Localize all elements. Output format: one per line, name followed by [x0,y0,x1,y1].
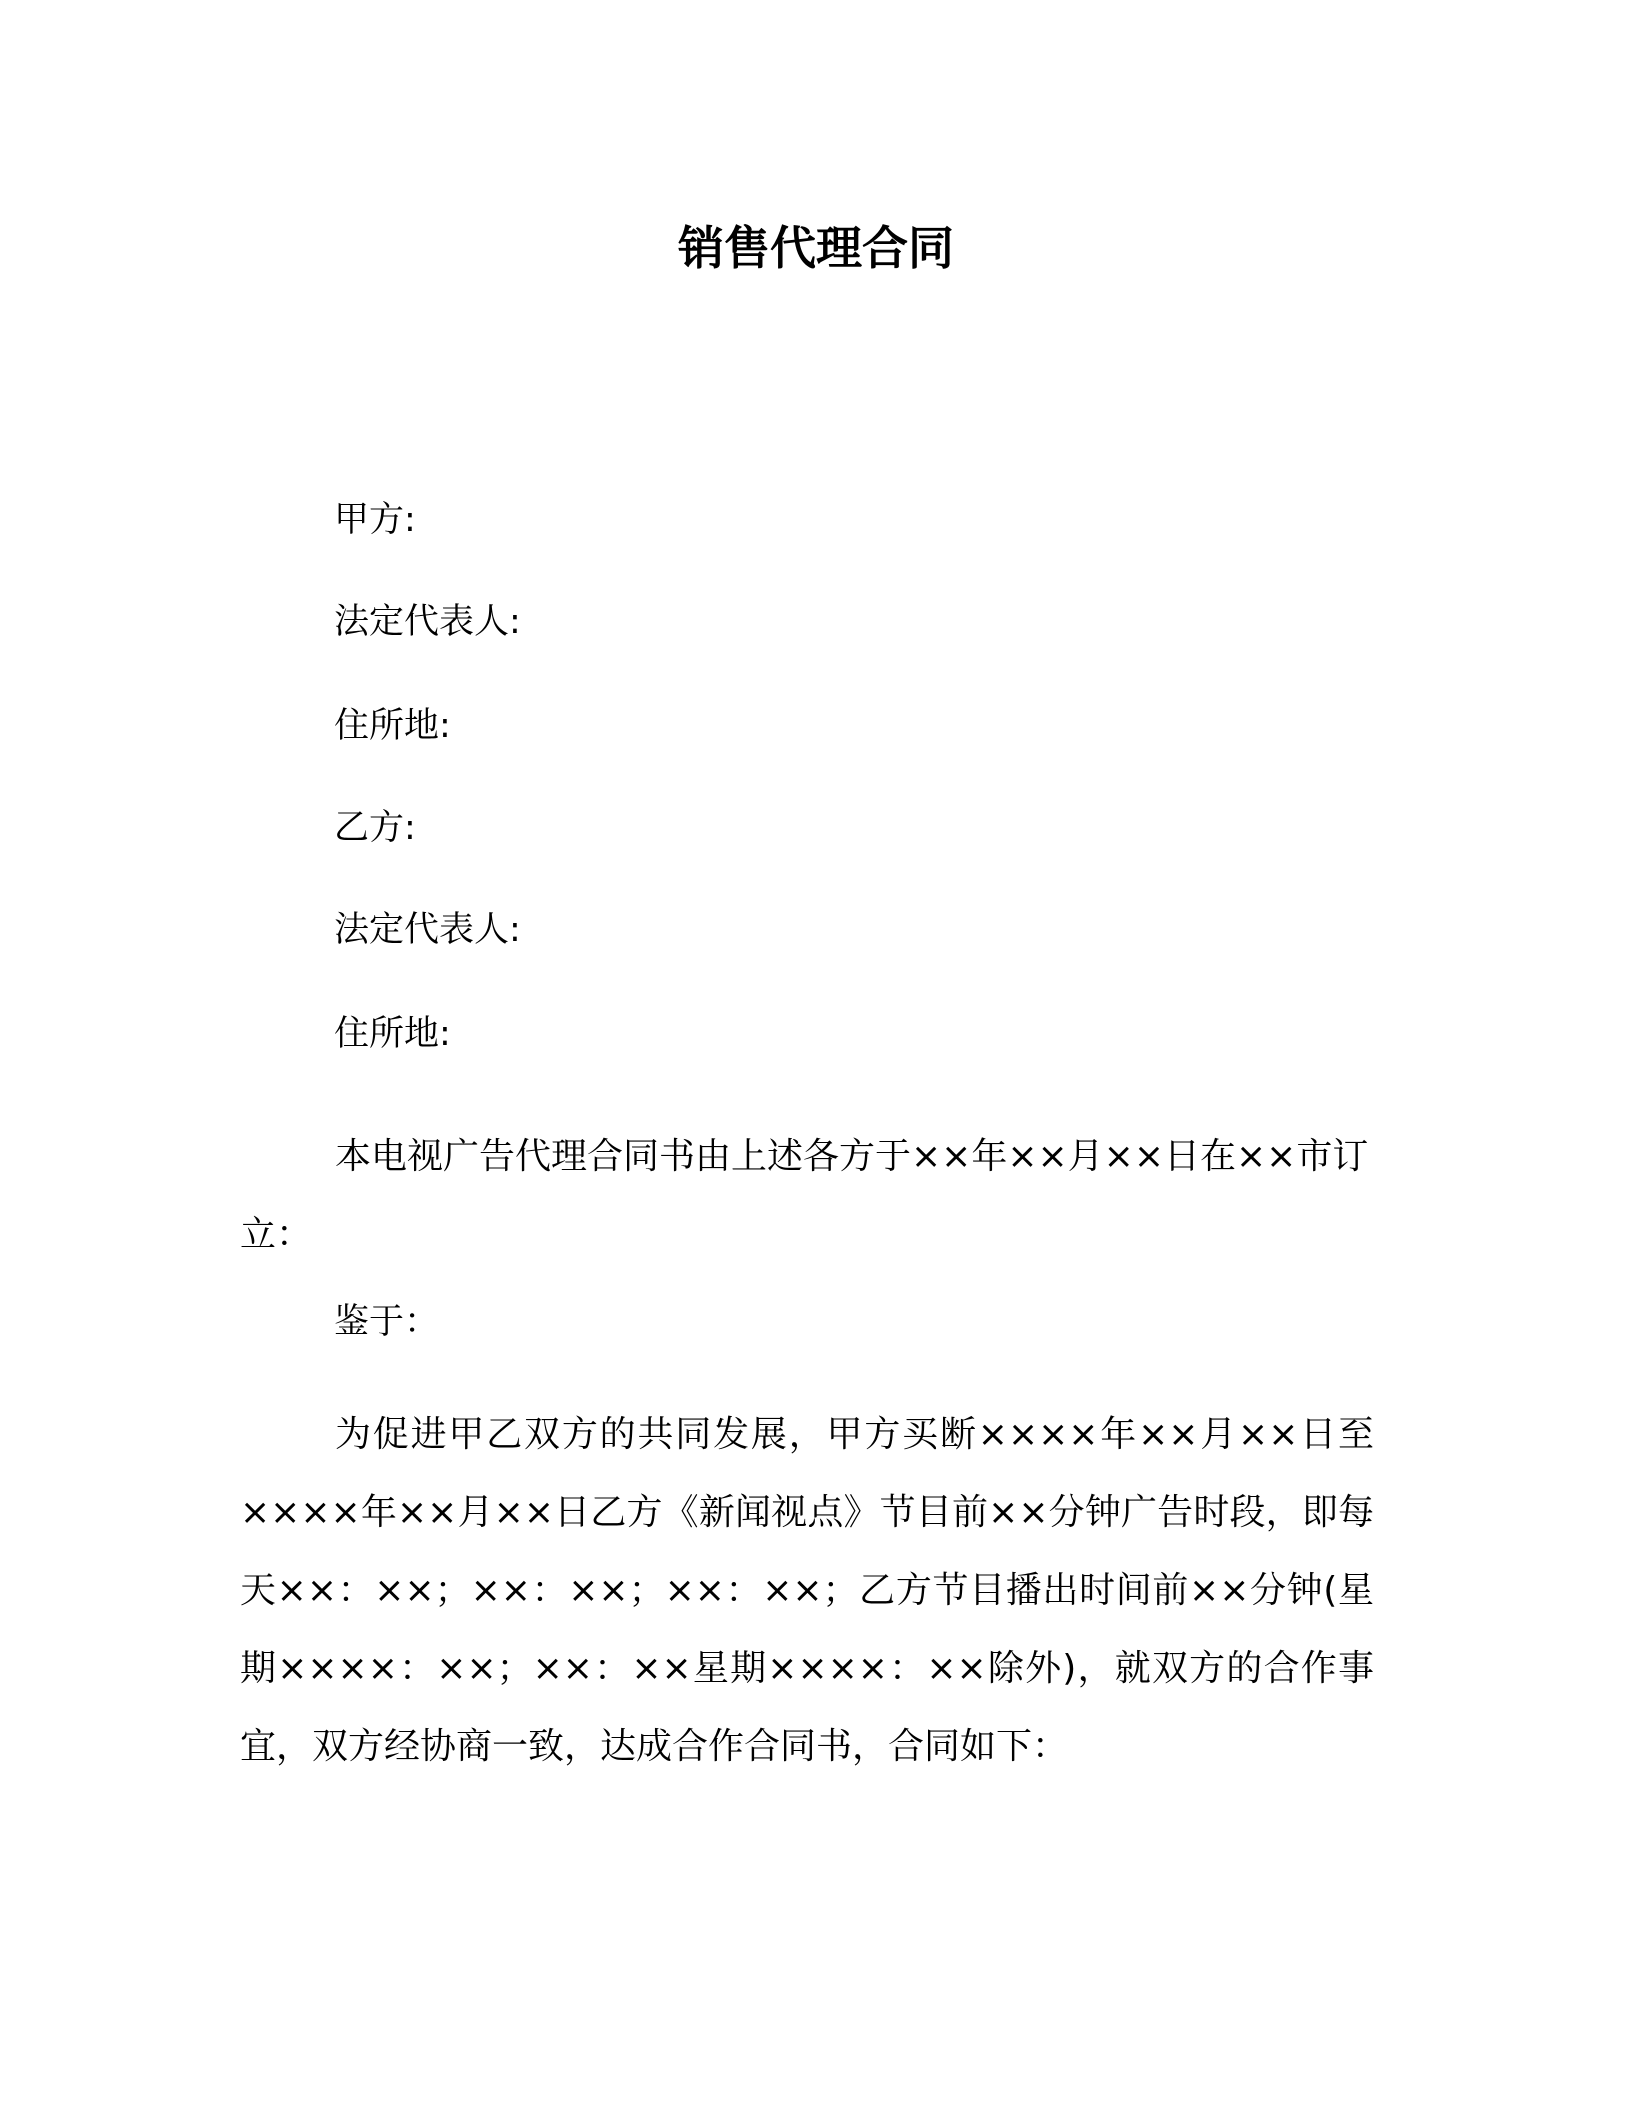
party-a-legal-rep-label: 法定代表人: [334,602,521,642]
party-a-address-label: 住所地: [334,706,451,746]
document-title: 销售代理合同 [678,221,954,275]
intro-paragraph: 本电视广告代理合同书由上述各方于××年××月××日在××市订立： [240,1136,1369,1255]
party-b-label: 乙方: [334,808,416,848]
whereas-label: 鉴于： [334,1302,440,1342]
whereas-paragraph: 为促进甲乙双方的共同发展，甲方买断××××年××月××日至 ××××年××月××日乙方《新闻视点》节目前××分钟广告时段，即每天××：××；××：××；××：××；乙方节目播出时间前××分钟(星期××××：××；××：××星期××××：××除外)，就双方的合作事宜，双方经协商一致，达成合作合同书，合同如下： [240,1414,1374,1767]
party-b-address-label: 住所地: [334,1014,451,1054]
party-a-label: 甲方: [334,500,416,540]
party-b-legal-rep-label: 法定代表人: [334,910,521,950]
